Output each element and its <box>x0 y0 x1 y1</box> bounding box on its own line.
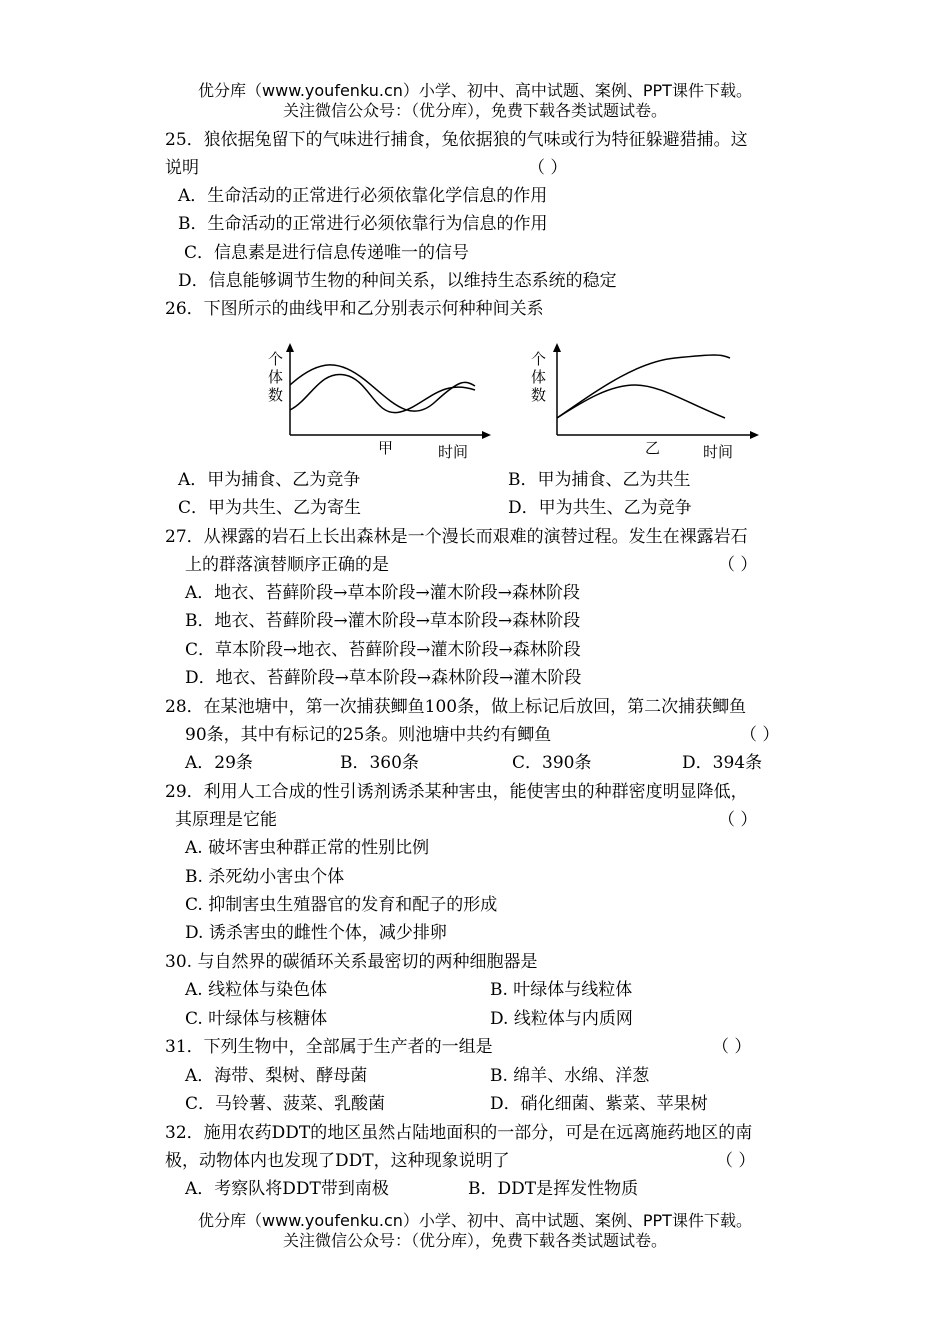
q29-option-d: D. 诱杀害虫的雌性个体，减少排卵 <box>185 923 447 943</box>
q32-option-a: A．考察队将DDT带到南极 <box>185 1179 389 1199</box>
q32-option-b: B．DDT是挥发性物质 <box>468 1179 639 1199</box>
q28-option-d: D．394条 <box>682 753 763 773</box>
q28-option-c: C．390条 <box>512 753 592 773</box>
q30-option-a: A. 线粒体与染色体 <box>185 980 328 1000</box>
q32-answer-paren: （ ） <box>716 1151 756 1171</box>
q31-answer-paren: （ ） <box>712 1037 752 1057</box>
chart-jia-curve-2 <box>290 374 475 412</box>
q25-option-d: D．信息能够调节生物的种间关系，以维持生态系统的稳定 <box>178 271 617 291</box>
chart-jia-x-arrow <box>482 431 491 439</box>
q30-option-b: B. 叶绿体与线粒体 <box>490 980 633 1000</box>
q27-option-a: A．地衣、苔藓阶段→草本阶段→灌木阶段→森林阶段 <box>185 583 581 603</box>
q28-stem-line-1: 28．在某池塘中，第一次捕获鲫鱼100条，做上标记后放回，第二次捕获鲫鱼 <box>165 697 747 717</box>
q28-option-a: A．29条 <box>185 753 253 773</box>
chart-yi-name: 乙 <box>645 439 661 457</box>
chart-jia <box>260 340 500 465</box>
chart-yi <box>525 340 770 465</box>
q28-option-b: B．360条 <box>340 753 419 773</box>
footer-line-2: 关注微信公众号：（优分库），免费下载各类试题试卷。 <box>282 1231 667 1250</box>
chart-yi-y-arrow <box>553 343 561 352</box>
chart-jia-ylabel-2: 体 <box>268 368 284 386</box>
q31-option-a: A．海带、梨树、酵母菌 <box>185 1066 368 1086</box>
q29-option-c: C. 抑制害虫生殖器官的发育和配子的形成 <box>185 895 498 915</box>
q26-option-a: A．甲为捕食、乙为竞争 <box>178 470 361 490</box>
chart-yi-ylabel-3: 数 <box>531 386 547 404</box>
chart-jia-xlabel: 时间 <box>438 443 469 461</box>
footer-line-1: 优分库（www.youfenku.cn）小学、初中、高中试题、案例、PPT课件下载。 <box>198 1211 752 1230</box>
q30-stem: 30. 与自然界的碳循环关系最密切的两种细胞器是 <box>165 952 538 972</box>
q28-stem-line-2: 90条，其中有标记的25条。则池塘中共约有鲫鱼 <box>185 725 552 745</box>
q26-stem: 26．下图所示的曲线甲和乙分别表示何种种间关系 <box>165 299 544 319</box>
q29-answer-paren: （ ） <box>718 810 758 830</box>
q27-answer-paren: （ ） <box>718 555 758 575</box>
q26-option-d: D．甲为共生、乙为竞争 <box>508 498 692 518</box>
q27-stem-line-1: 27．从裸露的岩石上长出森林是一个漫长而艰难的演替过程。发生在裸露岩石 <box>165 527 748 547</box>
q29-stem-line-2: 其原理是它能 <box>175 810 277 830</box>
q29-option-a: A. 破坏害虫种群正常的性别比例 <box>185 838 430 858</box>
header-line-1: 优分库（www.youfenku.cn）小学、初中、高中试题、案例、PPT课件下载。 <box>198 81 752 100</box>
q25-stem-line-1: 25．狼依据兔留下的气味进行捕食，兔依据狼的气味或行为特征躲避猎捕。这 <box>165 130 748 150</box>
q25-option-b: B．生命活动的正常进行必须依靠行为信息的作用 <box>178 214 548 234</box>
q25-option-a: A．生命活动的正常进行必须依靠化学信息的作用 <box>178 186 548 206</box>
q25-stem-line-2: 说明 <box>165 158 199 178</box>
q26-option-c: C．甲为共生、乙为寄生 <box>178 498 362 518</box>
q27-option-c: C．草本阶段→地衣、苔藓阶段→灌木阶段→森林阶段 <box>185 640 581 660</box>
q31-option-b: B. 绵羊、水绵、洋葱 <box>490 1066 650 1086</box>
q32-stem-line-1: 32．施用农药DDT的地区虽然占陆地面积的一部分，可是在远离施药地区的南 <box>165 1123 753 1143</box>
q29-option-b: B. 杀死幼小害虫个体 <box>185 867 345 887</box>
chart-jia-ylabel-1: 个 <box>268 350 284 368</box>
q27-option-b: B．地衣、苔藓阶段→灌木阶段→草本阶段→森林阶段 <box>185 611 581 631</box>
q25-option-c: C．信息素是进行信息传递唯一的信号 <box>184 243 470 263</box>
q30-option-c: C. 叶绿体与核糖体 <box>185 1009 328 1029</box>
chart-yi-ylabel-1: 个 <box>531 350 547 368</box>
chart-yi-ylabel-2: 体 <box>531 368 547 386</box>
q31-option-d: D．硝化细菌、紫菜、苹果树 <box>490 1094 708 1114</box>
q30-option-d: D. 线粒体与内质网 <box>490 1009 633 1029</box>
q31-stem: 31．下列生物中，全部属于生产者的一组是 <box>165 1037 493 1057</box>
q27-option-d: D．地衣、苔藓阶段→草本阶段→森林阶段→灌木阶段 <box>185 668 582 688</box>
chart-yi-xlabel: 时间 <box>703 443 734 461</box>
header-line-2: 关注微信公众号：（优分库），免费下载各类试题试卷。 <box>282 101 667 120</box>
q29-stem-line-1: 29．利用人工合成的性引诱剂诱杀某种害虫，能使害虫的种群密度明显降低， <box>165 782 748 802</box>
chart-jia-ylabel-3: 数 <box>268 386 284 404</box>
chart-jia-name: 甲 <box>378 439 394 457</box>
q27-stem-line-2: 上的群落演替顺序正确的是 <box>185 555 389 575</box>
q26-option-b: B．甲为捕食、乙为共生 <box>508 470 691 490</box>
q31-option-c: C．马铃薯、菠菜、乳酸菌 <box>185 1094 386 1114</box>
q32-stem-line-2: 极，动物体内也发现了DDT，这种现象说明了 <box>165 1151 510 1171</box>
chart-yi-x-arrow <box>750 431 759 439</box>
q28-answer-paren: （ ） <box>740 725 780 745</box>
chart-jia-y-arrow <box>286 343 294 352</box>
q25-answer-paren: （ ） <box>528 158 568 178</box>
